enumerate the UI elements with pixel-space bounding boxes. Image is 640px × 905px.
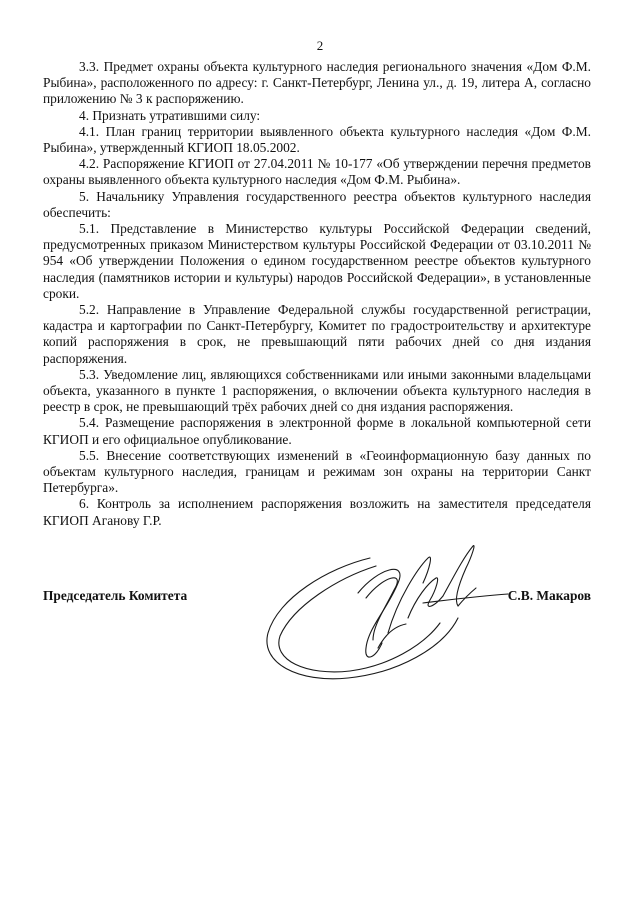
paragraph-5-2: 5.2. Направление в Управление Федеральной службы государственной регистрации, кадастра и картографии по Санкт-Петербургу, Комитет по градостроительству и архитектуре копий распоряжения в срок, не превышающий пяти рабочих дней со дня издания распоряжения. bbox=[43, 302, 591, 366]
paragraph-3-3: 3.3. Предмет охраны объекта культурного наследия регионального значения «Дом Ф.М. Рыбина», расположенного по адресу: г. Санкт-Петербург, Ленина ул., д. 19, литера А, согласно приложению № 3 к распоряжению. bbox=[43, 59, 591, 107]
paragraph-6: 6. Контроль за исполнением распоряжения возложить на заместителя председателя КГИОП Аганову Г.Р. bbox=[43, 496, 591, 528]
signatory-name: С.В. Макаров bbox=[507, 588, 591, 603]
paragraph-5-4: 5.4. Размещение распоряжения в электронной форме в локальной компьютерной сети КГИОП и его официальное опубликование. bbox=[43, 415, 591, 447]
paragraph-5: 5. Начальнику Управления государственного реестра объектов культурного наследия обеспечить: bbox=[43, 188, 591, 220]
paragraph-4: 4. Признать утратившими силу: bbox=[79, 107, 261, 123]
paragraph-4-1: 4.1. План границ территории выявленного объекта культурного наследия «Дом Ф.М. Рыбина», утвержденный КГИОП 18.05.2002. bbox=[43, 123, 591, 156]
paragraph-5-1: 5.1. Представление в Министерство культуры Российской Федерации сведений, предусмотренных приказом Министерством культуры Российской Федерации от 03.10.2011 № 954 «Об утверждении Положения о едином государственном реестре объектов культурного наследия (памятников истории и культуры) народов Российской Федерации», в установленные сроки. bbox=[43, 221, 591, 301]
paragraph-4-2: 4.2. Распоряжение КГИОП от 27.04.2011 № 10-177 «Об утверждении перечня предметов охраны выявленного объекта культурного наследия «Дом Ф.М. Рыбина». bbox=[43, 156, 591, 188]
signatory-position: Председатель Комитета bbox=[43, 588, 188, 603]
page-number: 2 bbox=[316, 38, 324, 53]
handwritten-signature bbox=[258, 538, 528, 688]
paragraph-5-3: 5.3. Уведомление лиц, являющихся собственниками или иными законными владельцами объекта, указанного в пункте 1 распоряжения, о включении объекта культурного наследия в реестр в срок, не превышающий трёх рабочих дней со дня издания распоряжения. bbox=[43, 366, 591, 415]
document-body bbox=[43, 59, 591, 529]
paragraph-5-5: 5.5. Внесение соответствующих изменений в «Геоинформационную базу данных по объектам культурного наследия, границам и режимам зон охраны на территории Санкт Петербурга». bbox=[43, 447, 591, 496]
